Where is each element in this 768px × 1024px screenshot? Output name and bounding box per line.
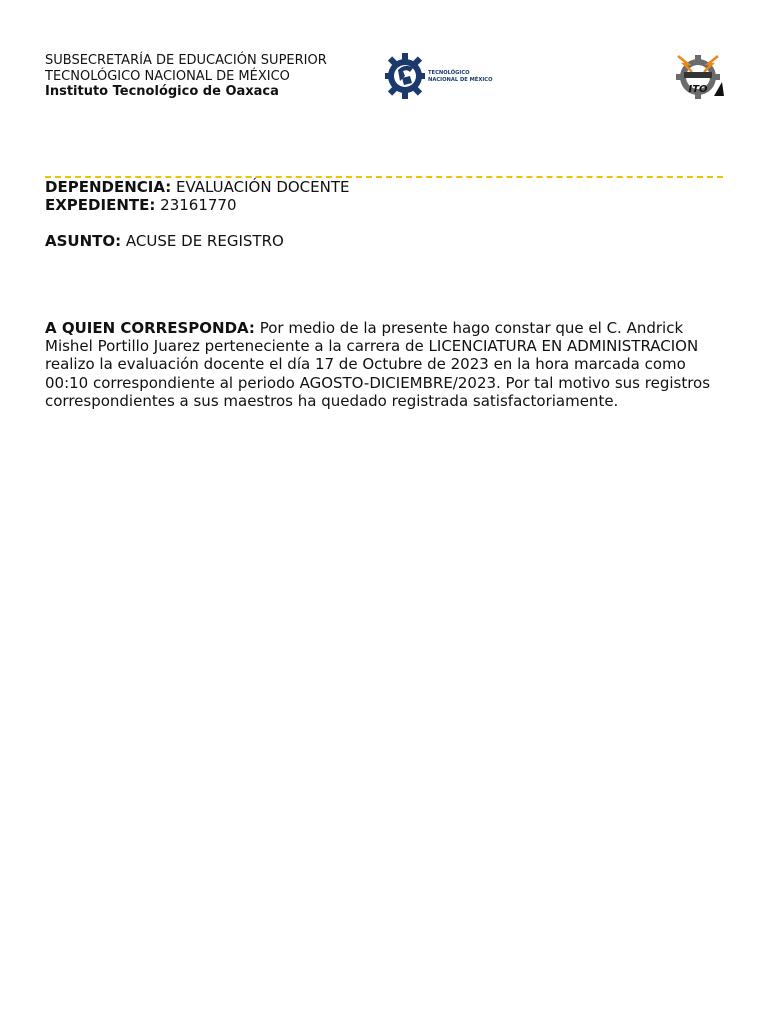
asunto-value: ACUSE DE REGISTRO (125, 232, 284, 250)
tecnm-logo-text-1: TECNOLÓGICO (428, 70, 470, 76)
meta-spacer (45, 214, 350, 232)
tecnm-logo-text-2: NACIONAL DE MÉXICO (428, 77, 493, 83)
salutation: A QUIEN CORRESPONDA: (45, 319, 255, 337)
header-subsecretaria: SUBSECRETARÍA DE EDUCACIÓN SUPERIOR (45, 53, 327, 68)
header-tecnm: TECNOLÓGICO NACIONAL DE MÉXICO (45, 68, 290, 84)
header-instituto: Instituto Tecnológico de Oaxaca (45, 84, 279, 99)
document-body (45, 319, 725, 410)
header-institution (45, 53, 327, 100)
document-meta (45, 178, 350, 250)
asunto-row (45, 232, 350, 250)
asunto-label: ASUNTO: (45, 232, 122, 250)
dependencia-label: DEPENDENCIA: (45, 178, 172, 196)
dependencia-row (45, 178, 350, 196)
expediente-label: EXPEDIENTE: (45, 196, 156, 214)
body-paragraph: Por medio de la presente hago constar que el C. Andrick Mishel Portillo Juarez perteneciente a la carrera de LICENCIATURA EN ADMINISTRACION realizo la evaluación docente el día 17 de Octubre de 2023 en la hora marcada como 00:10 correspondiente al periodo AGOSTO-DICIEMBRE/2023. Por tal motivo sus registros correspondientes a sus maestros ha quedado registrada satisfactoriamente. (45, 319, 711, 410)
dependencia-value: EVALUACIÓN DOCENTE (176, 178, 350, 196)
ito-logo (670, 52, 726, 102)
tecnm-logo (385, 50, 497, 102)
expediente-row (45, 196, 350, 214)
expediente-value: 23161770 (160, 196, 237, 214)
ito-logo-text: ITO (688, 84, 708, 95)
